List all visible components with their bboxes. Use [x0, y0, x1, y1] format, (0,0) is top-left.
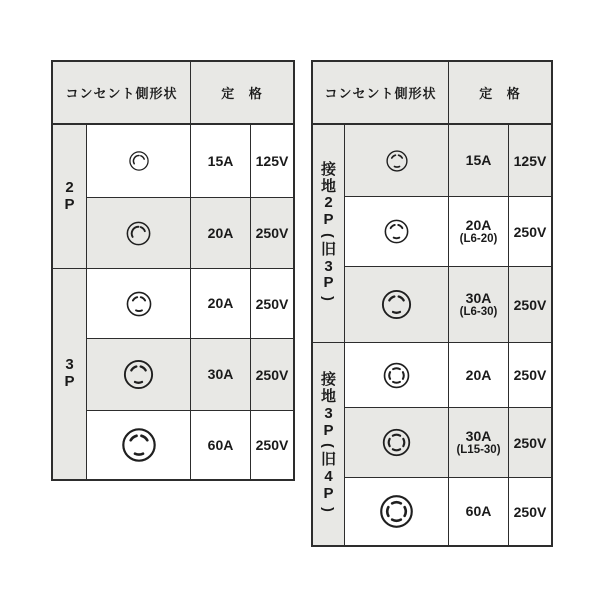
amp-rating-cell	[191, 411, 251, 479]
voltage-rating-value: 250V	[513, 296, 547, 313]
twistlock-3slot-icon	[385, 149, 409, 173]
voltage-rating-cell	[251, 125, 293, 198]
section-label	[53, 125, 87, 269]
outlet-shape-cell	[87, 411, 191, 479]
section-label-char: )	[320, 296, 337, 302]
section-label-char: 3	[65, 356, 74, 374]
voltage-rating-cell	[509, 197, 551, 267]
outlet-spec-table-left	[51, 60, 295, 481]
section-label-char: 2	[324, 194, 333, 212]
twistlock-3slot-icon	[380, 288, 413, 321]
section-label-char: 地	[320, 177, 336, 195]
section-label-char: P	[64, 195, 75, 213]
amp-rating-cell	[449, 267, 509, 343]
section-label-char: 接	[320, 371, 336, 389]
amp-rating-value: 60A	[207, 436, 234, 453]
section-label-char: 2	[65, 178, 74, 196]
section-label-char: 3	[324, 404, 333, 422]
section-label-char: P	[323, 211, 334, 229]
outlet-shape-cell	[345, 267, 449, 343]
nema-code-label: (L6-30)	[459, 305, 498, 318]
voltage-rating-value: 125V	[513, 152, 547, 169]
amp-rating-value: 20A	[465, 216, 492, 233]
section-label-char: (	[320, 443, 337, 449]
twistlock-3slot-icon	[383, 218, 410, 245]
amp-rating-cell	[449, 408, 509, 478]
outlet-shape-cell	[345, 478, 449, 545]
amp-rating-cell	[449, 343, 509, 408]
voltage-rating-value: 250V	[513, 434, 547, 451]
amp-rating-value: 30A	[465, 427, 492, 444]
outlet-shape-cell	[345, 343, 449, 408]
amp-rating-cell	[449, 478, 509, 545]
voltage-rating-value: 250V	[255, 437, 289, 453]
voltage-rating-value: 125V	[255, 153, 289, 169]
voltage-rating-value: 250V	[513, 503, 547, 520]
section-label-char: P	[323, 484, 334, 502]
amp-rating-value: 20A	[207, 295, 234, 312]
voltage-rating-value: 250V	[255, 225, 289, 241]
section-label-char: P	[323, 274, 334, 292]
twistlock-3slot-icon	[120, 426, 158, 464]
amp-rating-value: 30A	[207, 366, 234, 383]
amp-rating-cell	[191, 339, 251, 411]
amp-rating-value: 15A	[207, 152, 234, 169]
outlet-shape-cell	[87, 125, 191, 198]
voltage-rating-cell	[509, 125, 551, 197]
section-label-char: P	[64, 373, 75, 390]
amp-rating-value: 60A	[465, 503, 492, 520]
section-label-char: 3	[324, 257, 333, 275]
outlet-shape-cell	[87, 198, 191, 269]
section-label	[313, 343, 345, 545]
amp-rating-cell	[191, 198, 251, 269]
voltage-rating-cell	[509, 343, 551, 408]
voltage-rating-value: 250V	[255, 366, 289, 383]
outlet-shape-cell	[345, 408, 449, 478]
amp-rating-value: 30A	[465, 289, 492, 306]
header-rating: 定 格	[191, 62, 293, 125]
section-label-char: 地	[320, 388, 336, 405]
amp-rating-value: 15A	[465, 152, 492, 169]
voltage-rating-cell	[509, 408, 551, 478]
voltage-rating-cell	[251, 411, 293, 479]
voltage-rating-cell	[509, 478, 551, 545]
twistlock-4slot-icon	[381, 427, 412, 458]
nema-code-label: (L6-20)	[459, 232, 498, 245]
outlet-shape-cell	[345, 125, 449, 197]
voltage-rating-cell	[251, 339, 293, 411]
amp-rating-cell	[449, 125, 509, 197]
twistlock-2slot-icon	[125, 220, 152, 247]
nema-code-label: (L15-30)	[456, 443, 501, 456]
twistlock-3slot-icon	[125, 290, 153, 318]
twistlock-2slot-icon	[128, 150, 150, 172]
amp-rating-value: 20A	[465, 366, 492, 383]
section-label-char: 接	[320, 160, 336, 178]
section-label-char: P	[323, 421, 334, 439]
outlet-shape-cell	[87, 339, 191, 411]
section-label-char: 4	[324, 468, 333, 486]
amp-rating-value: 20A	[207, 224, 234, 241]
outlet-spec-table-right	[311, 60, 553, 547]
header-outlet-shape: コンセント側形状	[313, 62, 449, 125]
header-rating: 定 格	[449, 62, 551, 125]
section-label-char: (	[320, 233, 337, 238]
voltage-rating-cell	[509, 267, 551, 343]
voltage-rating-value: 250V	[513, 223, 547, 240]
voltage-rating-value: 250V	[255, 295, 289, 312]
header-outlet-shape: コンセント側形状	[53, 62, 191, 125]
twistlock-4slot-icon	[378, 493, 415, 530]
twistlock-4slot-icon	[382, 361, 411, 390]
section-label	[313, 125, 345, 343]
section-label-char: 旧	[320, 240, 336, 258]
voltage-rating-cell	[251, 269, 293, 339]
section-label	[53, 269, 87, 479]
amp-rating-cell	[191, 125, 251, 198]
outlet-shape-cell	[87, 269, 191, 339]
section-label-char: 旧	[320, 451, 336, 469]
amp-rating-cell	[449, 197, 509, 267]
amp-rating-cell	[191, 269, 251, 339]
twistlock-3slot-icon	[122, 358, 155, 391]
outlet-shape-cell	[345, 197, 449, 267]
voltage-rating-value: 250V	[513, 367, 547, 383]
voltage-rating-cell	[251, 198, 293, 269]
section-label-char: )	[320, 506, 337, 512]
